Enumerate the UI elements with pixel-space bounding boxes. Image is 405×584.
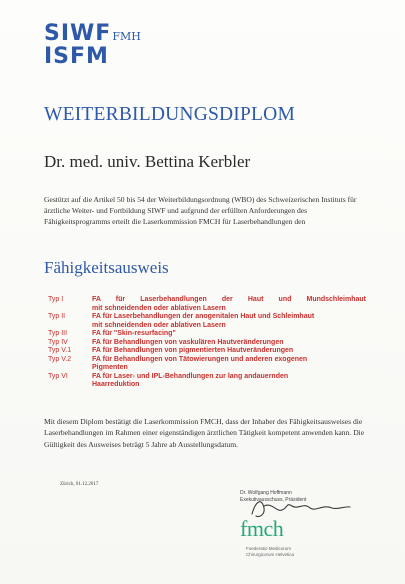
certificate-subtitle: Fähigkeitsausweis <box>44 258 169 277</box>
type-description: FA für Laserbehandlungen der Haut und Mundschleimhaut <box>92 296 366 303</box>
type-description: FA für "Skin-resurfacing" <box>92 330 176 337</box>
signer-role: Exekutivausschuss, Präsident <box>240 496 307 503</box>
recipient-name: Dr. med. univ. Bettina Kerbler <box>44 152 251 171</box>
type-row <box>48 296 366 313</box>
type-row <box>48 330 366 339</box>
type-description: FA für Behandlungen von pigmentierten Hautveränderungen <box>92 347 294 354</box>
type-code: Typ V.2 <box>48 355 72 363</box>
type-row <box>48 313 366 330</box>
type-description-cont: mit schneidenden oder ablativen Lasern <box>92 304 226 312</box>
type-code: Typ V.1 <box>48 347 72 354</box>
type-code: Typ III <box>48 330 68 337</box>
type-row <box>48 347 366 356</box>
type-description-cont: Pigmenten <box>92 364 128 371</box>
type-description-cont: Haarreduktion <box>92 381 140 388</box>
type-description-cont: mit schneidenden oder ablativen Lasern <box>92 321 226 329</box>
type-code: Typ VI <box>48 372 68 380</box>
type-list <box>48 296 366 390</box>
fmch-subtitle-line2: Chirurgicorum Helvetica <box>246 552 295 557</box>
type-row <box>48 356 366 373</box>
page-title: WEITERBILDUNGSDIPLOM <box>44 104 295 125</box>
type-description: FA für Behandlungen von Tätowierungen und anderen exogenen <box>92 355 308 363</box>
fmch-logo: fmch <box>240 516 284 541</box>
type-code: Typ II <box>48 313 66 320</box>
logo-fmh: FMH <box>112 30 141 43</box>
type-row <box>48 339 366 348</box>
signer-name: Dr. Wolfgang Hoffmann <box>240 490 292 496</box>
type-code: Typ I <box>48 296 64 303</box>
logo-siwf: SIWF <box>44 21 112 46</box>
intro-paragraph: Gestützt auf die Artikel 50 bis 54 der Weiterbildungsordnung (WBO) des Schweizerischen Instituts für ärztliche Weiter- und Fortbildung SIWF und aufgrund der erfüllten Anforderungen des Fähigkeitsprogramms erteilt die Laserkommission FMCH für Laserbehandlungen den <box>44 195 357 226</box>
type-description: FA für Laser- und IPL-Behandlungen zur lang andauernden <box>92 372 289 380</box>
type-description: FA für Laserbehandlungen der anogenitalen Haut und Schleimhaut <box>92 313 315 320</box>
logo-isfm: ISFM <box>44 44 109 69</box>
fmch-subtitle-line1: Foederatio Medicorum <box>246 546 292 551</box>
type-row <box>48 373 366 390</box>
place-date: Zürich, 01.12.2017 <box>60 482 99 487</box>
type-code: Typ IV <box>48 338 68 346</box>
type-description: FA für Behandlungen von vaskulären Hautveränderungen <box>92 338 284 346</box>
siwf-isfm-logo <box>44 21 141 69</box>
fmch-subtitle <box>246 546 294 558</box>
closing-paragraph: Mit diesem Diplom bestätigt die Laserkommission FMCH, dass der Inhaber des Fähigkeitsausweises die Laserbehandlungen im Rahmen einer eigenständigen ärztlichen Tätigkeit kompetent anwenden kann. Die Gültigkeit des Ausweises beträgt 5 Jahre ab Ausstellungsdatum. <box>44 417 365 449</box>
